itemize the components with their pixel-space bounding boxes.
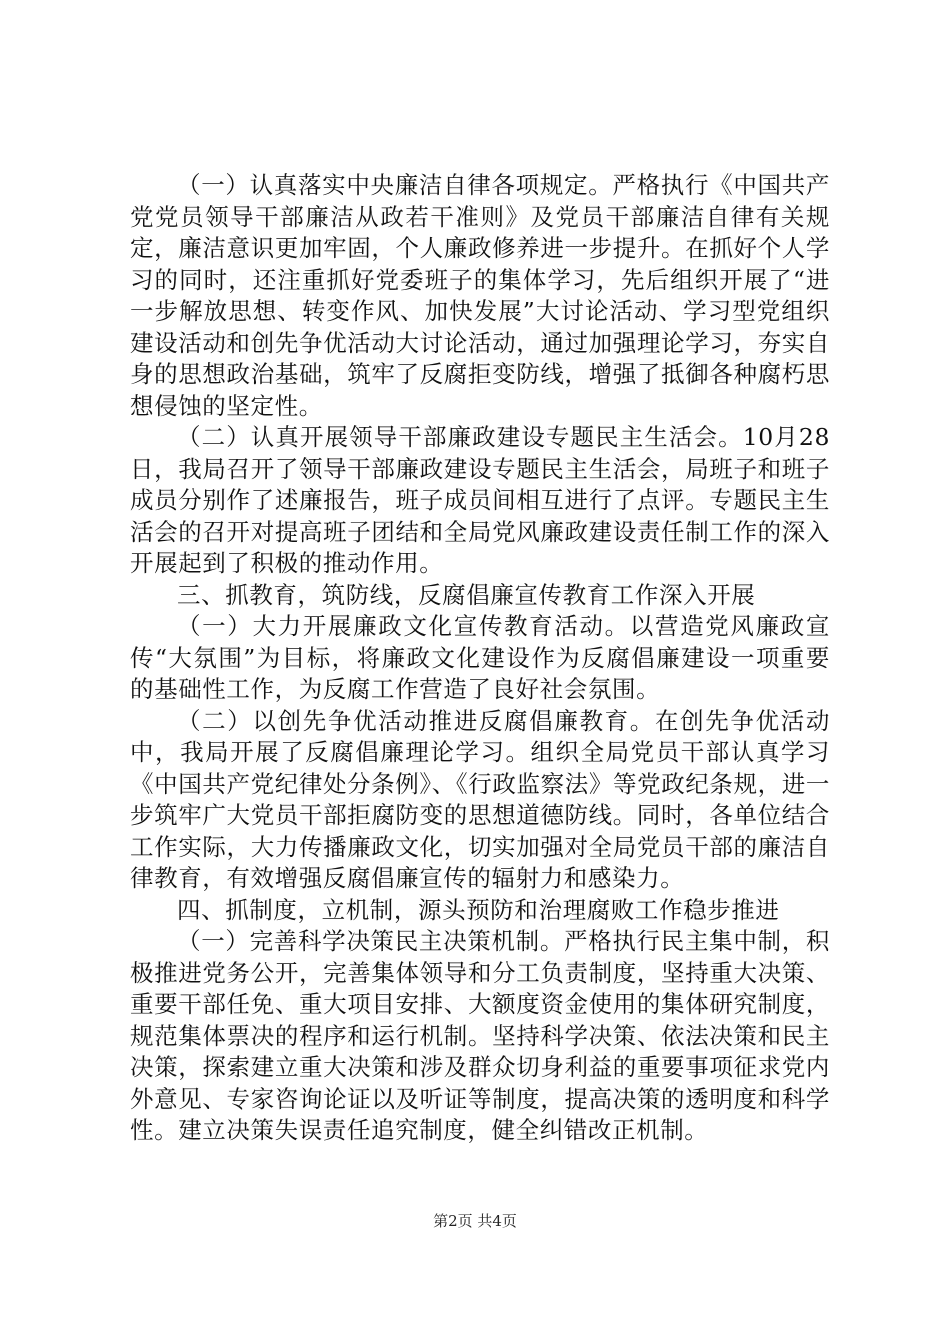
document-body (130, 170, 830, 1147)
paragraph-1: （一）认真落实中央廉洁自律各项规定。严格执行《中国共产党党员领导干部廉洁从政若干准则》及党员干部廉洁自律有关规定，廉洁意识更加牢固，个人廉政修养进一步提升。在抓好个人学习的同时，还注重抓好党委班子的集体学习，先后组织开展了“进一步解放思想、转变作风、加快发展”大讨论活动、学习型党组织建设活动和创先争优活动大讨论活动，通过加强理论学习，夯实自身的思想政治基础，筑牢了反腐拒变防线，增强了抵御各种腐朽思想侵蚀的坚定性。 (130, 171, 830, 420)
paragraph-2: （二）认真开展领导干部廉政建设专题民主生活会。10月28日，我局召开了领导干部廉政建设专题民主生活会，局班子和班子成员分别作了述廉报告，班子成员间相互进行了点评。专题民主生活会的召开对提高班子团结和全局党风廉政建设责任制工作的深入开展起到了积极的推动作用。 (130, 423, 830, 577)
paragraph-4: （二）以创先争优活动推进反腐倡廉教育。在创先争优活动中，我局开展了反腐倡廉理论学习。组织全局党员干部认真学习《中国共产党纪律处分条例》、《行政监察法》等党政纪条规，进一步筑牢广大党员干部拒腐防变的思想道德防线。同时，各单位结合工作实际，大力传播廉政文化，切实加强对全局党员干部的廉洁自律教育，有效增强反腐倡廉宣传的辐射力和感染力。 (130, 706, 830, 892)
section-heading-4: 四、抓制度，立机制，源头预防和治理腐败工作稳步推进 (177, 895, 780, 924)
page-number: 第2页 共4页 (433, 1212, 517, 1230)
paragraph-3: （一）大力开展廉政文化宣传教育活动。以营造党风廉政宣传“大氛围”为目标，将廉政文化建设作为反腐倡廉建设一项重要的基础性工作，为反腐工作营造了良好社会氛围。 (130, 612, 830, 703)
paragraph-5: （一）完善科学决策民主决策机制。严格执行民主集中制，积极推进党务公开，完善集体领导和分工负责制度，坚持重大决策、重要干部任免、重大项目安排、大额度资金使用的集体研究制度，规范集体票决的程序和运行机制。坚持科学决策、依法决策和民主决策，探索建立重大决策和涉及群众切身利益的重要事项征求党内外意见、专家咨询论证以及听证等制度，提高决策的透明度和科学性。建立决策失误责任追究制度，健全纠错改正机制。 (130, 927, 830, 1144)
section-heading-3: 三、抓教育，筑防线，反腐倡廉宣传教育工作深入开展 (177, 580, 756, 609)
